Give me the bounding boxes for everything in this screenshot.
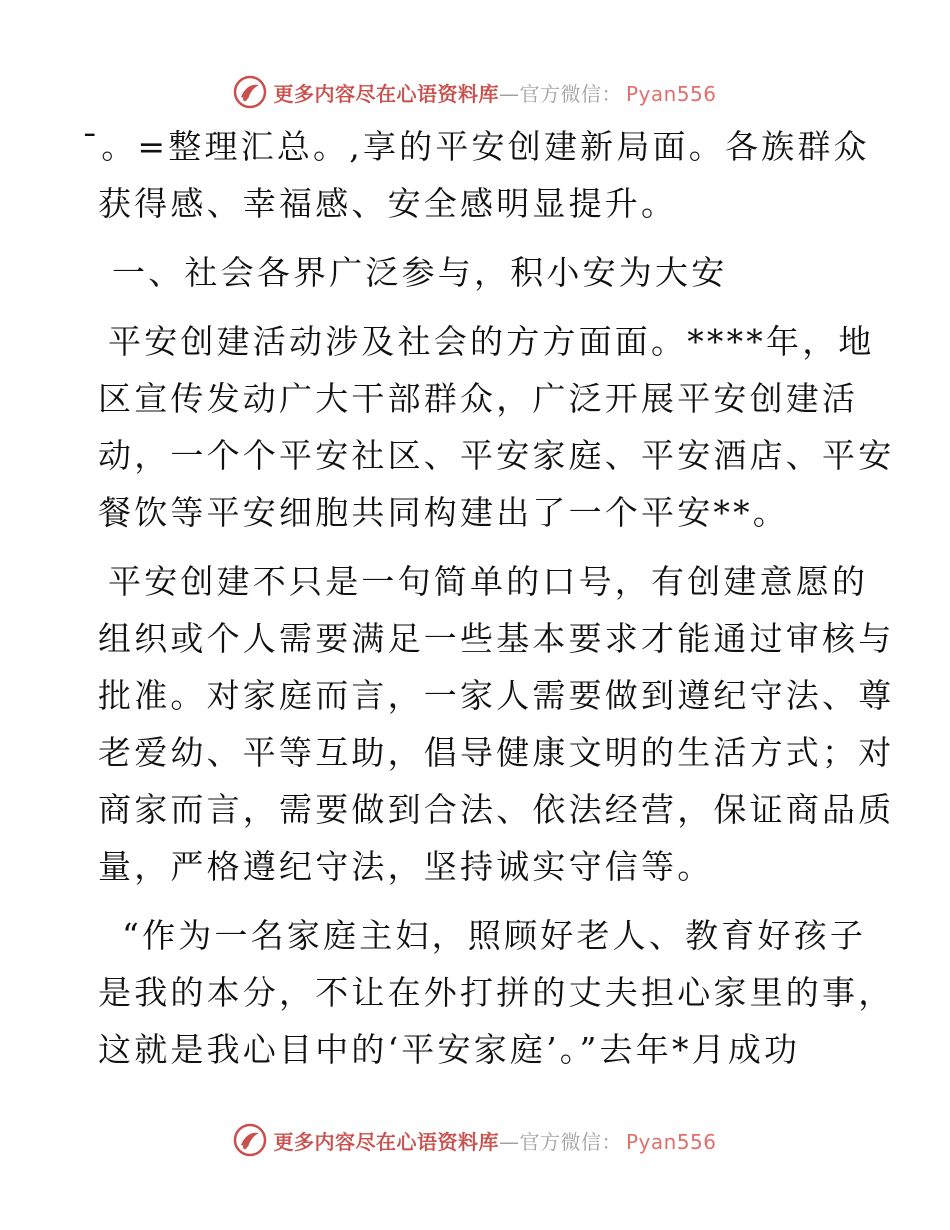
watermark-id-text: Pyan556 [625,1129,717,1154]
paragraph-2-line-4: 餐饮等平安细胞共同构建出了一个平安**。 [98,493,789,532]
document-body [98,118,895,1078]
watermark-top [0,72,950,112]
watermark-sub-text: —官方微信： [498,81,622,106]
paragraph-3-line-3: 批准。对家庭而言，一家人需要做到遵纪守法、尊 [98,676,895,715]
paragraph-2-line-1: 平安创建活动涉及社会的方方面面。****年，地 [108,322,875,361]
paragraph-2-line-2: 区宣传发动广大干部群众，广泛开展平安创建活 [98,379,859,418]
watermark-main-text: 更多内容尽在心语资料库 [273,81,499,106]
watermark-logo-icon [233,75,267,109]
paragraph-3-line-2: 组织或个人需要满足一些基本要求才能通过审核与 [98,619,895,658]
paragraph-3-line-5: 商家而言，需要做到合法、依法经营，保证商品质 [98,790,895,829]
paragraph-3-line-4: 老爱幼、平等互助，倡导健康文明的生活方式；对 [98,733,895,772]
paragraph-1-line-1: ̄。=整理汇总。,享的平安创建新局面。各族群众 [98,127,870,166]
paragraph-3-line-6: 量，严格遵纪守法，坚持诚实守信等。 [98,847,714,886]
paragraph-4-line-3: 这就是我心目中的‘平安家庭’。”去年*月成功 [98,1030,801,1069]
watermark-bottom [0,1120,950,1160]
watermark-id-text: Pyan556 [625,81,717,106]
paragraph-4-line-1: “作为一名家庭主妇，照顾好老人、教育好孩子 [122,916,867,955]
watermark-logo-icon [233,1123,267,1157]
paragraph-2-line-3: 动，一个个平安社区、平安家庭、平安酒店、平安 [98,436,895,475]
paragraph-3-line-1: 平安创建不只是一句简单的口号，有创建意愿的 [108,562,869,601]
section-heading: 一、社会各界广泛参与，积小安为大安 [112,253,728,292]
watermark-sub-text: —官方微信： [498,1129,622,1154]
paragraph-1-line-2: 获得感、幸福感、安全感明显提升。 [98,184,678,223]
paragraph-4-line-2: 是我的本分，不让在外打拼的丈夫担心家里的事， [98,973,895,1012]
watermark-main-text: 更多内容尽在心语资料库 [273,1129,499,1154]
